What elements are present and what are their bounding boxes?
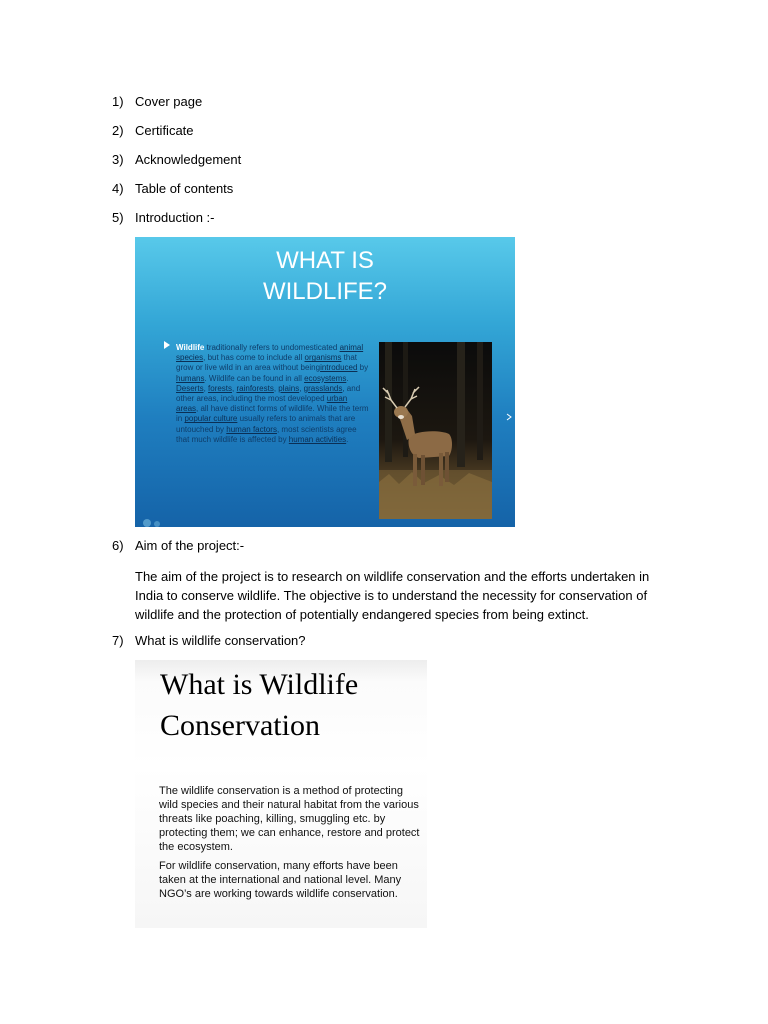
aim-paragraph: The aim of the project is to research on wildlife conservation and the efforts undertaken in India to conserve wildlife. The objective is to understand the necessity for conservation of wildlife and the protection of potentially endangered species from being extinct. xyxy=(135,569,650,622)
wildlife-slide-image xyxy=(135,237,515,527)
slide-next-arrow-icon xyxy=(505,413,513,421)
list-number: 5) xyxy=(112,210,124,225)
deer-photo xyxy=(379,342,492,519)
list-text: Table of contents xyxy=(135,181,234,196)
list-item-introduction xyxy=(112,210,215,226)
slide-paragraph: For wildlife conservation, many efforts have been taken at the international and national level. Many NGO’s are working towards wildlife conservation. xyxy=(159,860,402,900)
slide-title xyxy=(160,664,358,746)
list-item-certificate xyxy=(112,123,194,139)
list-text: Certificate xyxy=(135,123,194,138)
slide-body-text: Wildlife traditionally refers to undomesticated animal species, but has come to include all organisms that grow or live wild in an area without beingintroduced by humans. Wildlife can be found in all ecosystems. Deserts, forests, rainforests, plains, grasslands, and other areas, including the most developed urban areas, all have distinct forms of wildlife. While the term in popular culture usually refers to animals that are untouched by human factors, most scientists agree that much wildlife is affected by human activities. xyxy=(176,343,369,444)
list-item-aim xyxy=(112,538,244,554)
list-text: Introduction :- xyxy=(135,210,215,225)
list-text: Cover page xyxy=(135,94,203,109)
bullet-arrow-icon xyxy=(162,340,172,350)
list-number: 7) xyxy=(112,633,124,648)
slide-title-line: Conservation xyxy=(160,709,320,742)
list-number: 1) xyxy=(112,94,124,109)
slide-title xyxy=(135,245,515,307)
list-text: Aim of the project:- xyxy=(135,538,245,553)
slide-decoration-icon xyxy=(141,517,181,527)
slide-title-line: WILDLIFE? xyxy=(262,278,388,305)
list-item-wildlife-conservation xyxy=(112,633,306,649)
list-item-table-of-contents xyxy=(112,181,233,197)
list-number: 3) xyxy=(112,152,124,167)
list-item-cover-page xyxy=(112,94,202,110)
list-text: What is wildlife conservation? xyxy=(135,633,306,648)
list-item-acknowledgement xyxy=(112,152,241,168)
conservation-slide-image xyxy=(135,660,427,928)
list-number: 2) xyxy=(112,123,124,138)
list-text: Acknowledgement xyxy=(135,152,242,167)
slide-title-line: What is Wildlife xyxy=(160,668,359,701)
list-number: 4) xyxy=(112,181,124,196)
list-number: 6) xyxy=(112,538,124,553)
slide-paragraph: The wildlife conservation is a method of protecting wild species and their natural habitat from the various threats like poaching, killing, smuggling etc. by protecting them; we can enhance, restore and protect the ecosystem. xyxy=(159,785,420,853)
slide-title-line: WHAT IS xyxy=(276,247,374,274)
